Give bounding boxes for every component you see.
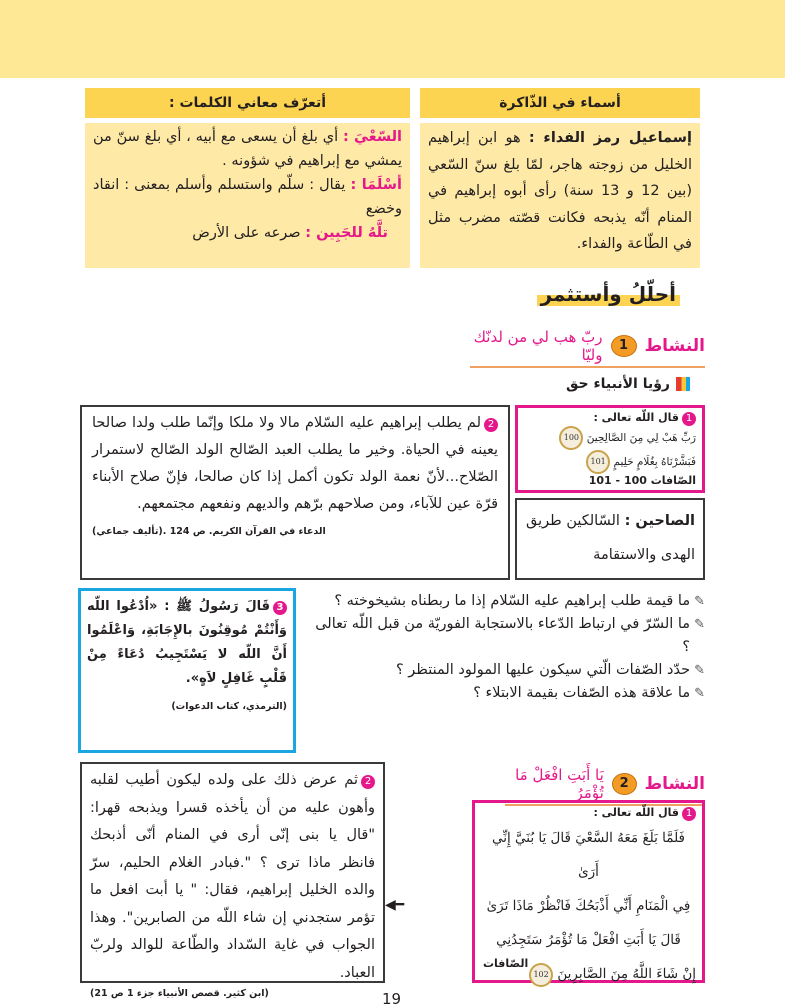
question-item: ✎ حدّد الصّفات الّتي سيكون عليها المولود المنتظر ؟: [305, 659, 705, 682]
text-box-3: 2ثم عرض ذلك على ولده ليكون أطيب لقلبه وأهون عليه من أن يأخذه قسرا ويذبحه قهرا: "قال يا بنى إنّى أرى في المنام أنّى أذبحك فانظر ماذا ترى ؟ ".فبادر الغلام الحليم، سرّ والده الخليل إبراهيم، فقال: " يا أبت افعل ما تؤمر ستجدني إن شاء اللّه من الصابرين". وهذا الجواب في غاية السّداد والطّاعة للوالد ولربّ العباد. (ابن كثير. قصص الأنبياء جزء 1 ص 21): [80, 762, 385, 983]
page-number: 19: [382, 990, 402, 1008]
activity1-subtitle: ربّ هب لي من لدنّك وليّا: [473, 328, 603, 364]
pencil-icon: ✎: [694, 686, 705, 701]
verse-reference: الصّافات: [483, 957, 529, 970]
word-item: السّعْيَ : أي بلغ أن يسعى مع أبيه ، أي بلغ سنّ من يمشي مع إبراهيم في شؤونه .: [93, 129, 403, 169]
names-header: أسماء في الذّاكرة: [420, 88, 700, 118]
glossary-box: الصاحين : السّالكين طريق الهدى والاستقامة: [515, 498, 705, 580]
verse-box-2: 1قال اللّه تعالى : فَلَمَّا بَلَغَ مَعَهُ السَّعْيَ قَالَ يَا بُنَيَّ إِنِّي أَرَىٰ فِي الْمَنَامِ أَنِّي أَذْبَحُكَ فَانْظُرْ مَاذَا تَرَىٰ قَالَ يَا أَبَتِ افْعَلْ مَا تُؤْمَرُ سَتَجِدُنِي إِنْ شَاءَ اللَّهُ مِنَ الصَّابِرِينَ 102 الصّافات: [472, 800, 705, 983]
name-term: إسماعيل رمز الفداء :: [528, 130, 692, 146]
questions-list: [305, 590, 705, 705]
activity2-header: النشاط 2 يَا أَبَتِ افْعَلْ مَا تُؤْمَرُ: [505, 766, 705, 806]
word-item: تلَّهُ للجَبِين : صرعه على الأرض: [192, 225, 388, 241]
question-item: ✎ ما قيمة طلب إبراهيم عليه السّلام إذا ما ربطناه بشيخوخته ؟: [305, 590, 705, 613]
chart-icon: [676, 377, 690, 391]
activity1-header: النشاط 1 ربّ هب لي من لدنّك وليّا: [470, 328, 705, 368]
text-box-2: 2لم يطلب إبراهيم عليه السّلام مالا ولا ملكا وإنّما طلب ولدا صالحا يعينه في الحياة. وخير ما يطلب العبد الصّالح الولد الصّالح لاستمرار الصّلاح...لأنّ نعمة الولد تكون أكمل إذا كان صالحا، فإنّ صلاح الأبناء قرّة عين للآباء، ومن صلاحهم برّهم والديهم ونفعهم مجتمعهم. الدعاء في القرآن الكريم. ص 124 .(تأليف جماعي): [80, 405, 510, 580]
pencil-icon: ✎: [694, 617, 705, 632]
verse-box-1: 1قال اللّه تعالى : رَبِّ هَبْ لِي مِنَ الصَّالِحِينَ 100 فَبَشَّرْنَاهُ بِغُلَامٍ حَلِيمٍ 101 الصّافات 100 - 101: [515, 405, 705, 493]
arrow-left-icon: ◀━: [385, 897, 405, 913]
words-header: أتعرّف معاني الكلمات :: [85, 88, 410, 118]
activity2-subtitle: يَا أَبَتِ افْعَلْ مَا تُؤْمَرُ: [515, 766, 604, 802]
names-body: [420, 123, 700, 268]
topic-line: رؤيا الأنبياء حق: [566, 376, 690, 392]
hadith-box: 3قَالَ رَسُولُ ﷺ : «اُدْعُوا اللّه وَأَنْتُمْ مُوقِنُونَ بالإِجَابَةِ، وَاعْلَمُوا أَنَّ اللّه لا يَسْتَجِيبُ دُعَاءً مِنْ قَلْبٍ غَافِلٍ لاَهٍ». (الترمذي، كتاب الدعوات): [78, 588, 296, 753]
top-banner: [0, 0, 785, 78]
name-text: هو ابن إبراهيم الخليل من زوجته هاجر، لمّا بلغ سنّ السّعي (بين 12 و 13 سنة) رأى أبوه إبراهيم في المنام أنّه يذبحه فكانت قصّته مضرب مثل في الطّاعة والفداء.: [428, 130, 692, 252]
words-body: [85, 123, 410, 268]
word-item: أسْلَمَا : يقال : سلّم واستسلم وأسلم بمعنى : انقاد وخضع: [93, 177, 403, 217]
section-title: أحلّلُ وأستثمر: [537, 282, 680, 306]
pencil-icon: ✎: [694, 594, 705, 609]
activity1-badge: 1: [611, 335, 637, 357]
question-item: ✎ ما علاقة هذه الصّفات بقيمة الابتلاء ؟: [305, 682, 705, 705]
activity2-badge: 2: [612, 773, 637, 795]
question-item: ✎ ما السّرّ في ارتباط الدّعاء بالاستجابة الفوريّة من قبل اللّه تعالى ؟: [305, 613, 705, 659]
pencil-icon: ✎: [694, 663, 705, 678]
